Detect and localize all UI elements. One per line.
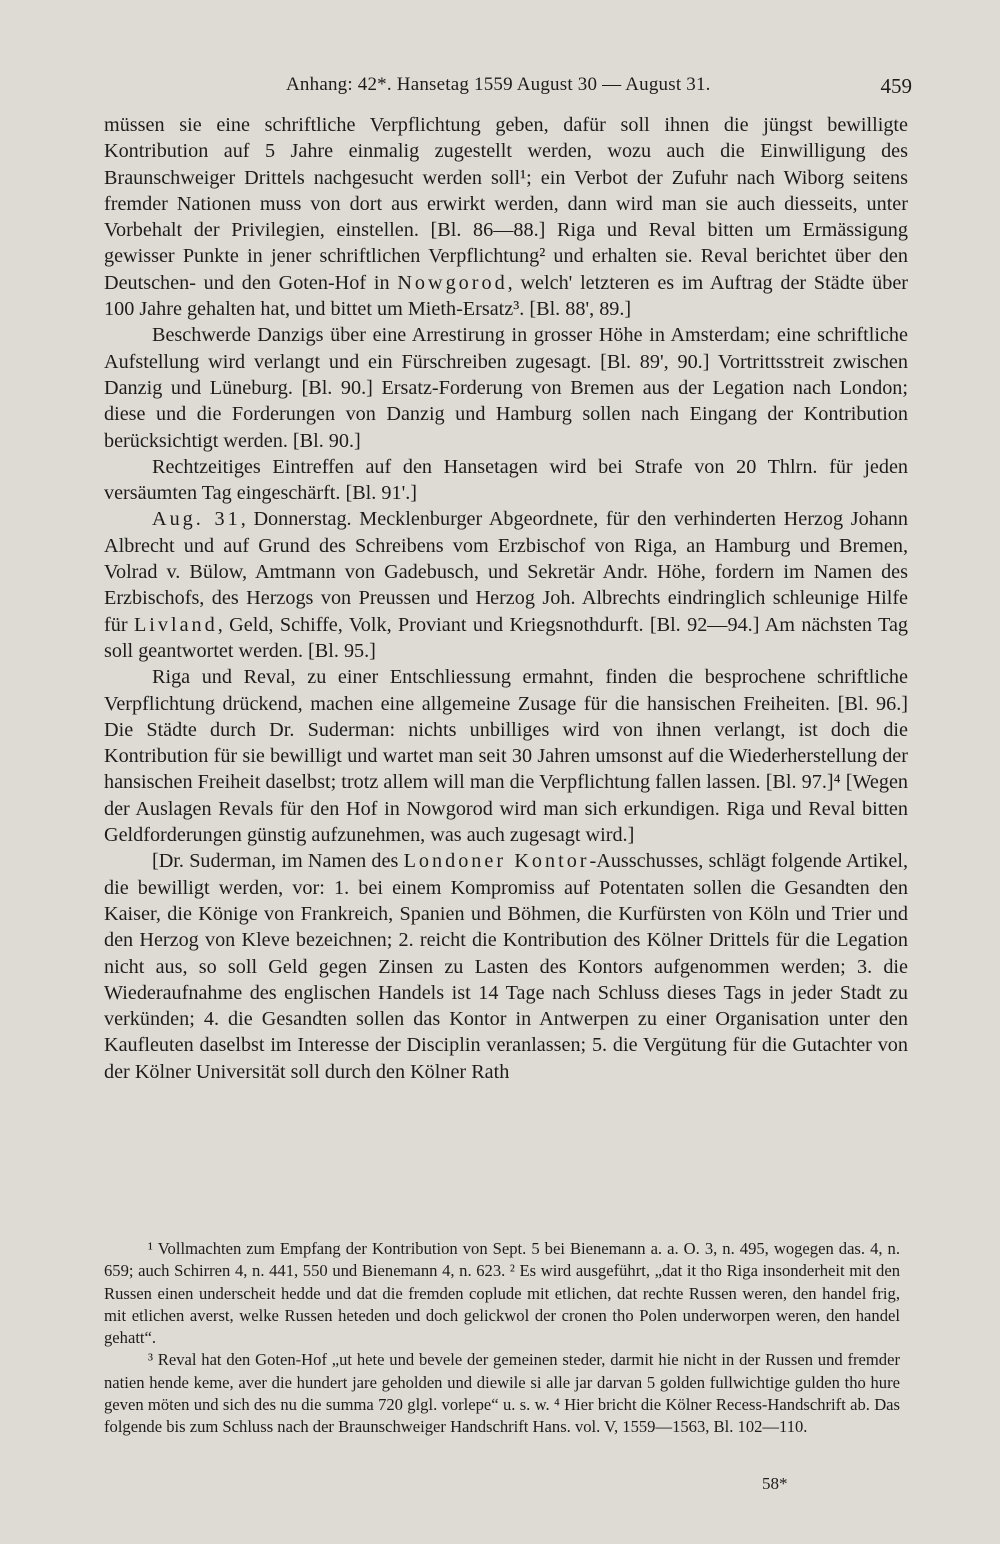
spaced-name: Londoner Kontor <box>403 850 590 873</box>
spaced-date: Aug. 31 <box>152 508 241 531</box>
text-run: müssen sie eine schriftliche Verpflichtung geben, dafür soll ihnen die jüngst bewilligte Kontribution auf 5 Jahre einmalig zugestellt werden, wozu auch die Einwilligung des Braunschweiger Drittels nachgesucht werden soll¹; ein Verbot der Zufuhr nach Wiborg seitens fremder Nationen muss von dort aus erwirkt werden, dann wird man sie auch diesseits, unter Vorbehalt der Privilegien, einstellen. [Bl. 86—88.] Riga und Reval bitten um Ermässigung gewisser Punkte in jener schriftlichen Verpflichtung² und erhalten sie. Reval berichtet über den Deutschen- und den Goten-Hof in <box>104 114 908 294</box>
running-head: Anhang: 42*. Hansetag 1559 August 30 — August 31. <box>286 74 711 95</box>
main-text <box>104 112 908 1085</box>
text-run: -Ausschusses, schlägt folgende Artikel, die bewilligt werden, vor: 1. bei einem Kompromiss auf Potentaten sollen die Gesandten den Kaiser, die Könige von Frankreich, Spanien und Böhmen, die Kurfürsten von Köln und Trier und den Herzog von Kleve bezeichnen; 2. reicht die Kontribution des Kölner Drittels für die Legation nicht aus, so soll Geld gegen Zinsen zu Lasten des Kontors aufgenommen werden; 3. die Wiederaufnahme des englischen Handels ist 14 Tage nach Schluss dieses Tags in jeder Stadt zu verkünden; 4. die Gesandten sollen das Kontor in Antwerpen zu einer Organisation unter den Kaufleuten daselbst im Interesse der Disciplin veranlassen; 5. die Vergütung für die Gutachter von der Kölner Universität soll durch den Kölner Rath <box>104 850 908 1083</box>
footnote-block: ³ Reval hat den Goten-Hof „ut hete und bevele der gemeinen steder, darmit hie nicht in der Russen und fremder natien hende keme, aver die hundert jare geholden und diewile si alle jar darvan 5 golden fullwichtige gulden tho hure geven möten und sich des nu die summa 720 glgl. vorlepe“ u. s. w. ⁴ Hier bricht die Kölner Recess-Handschrift ab. Das folgende bis zum Schluss nach der Braunschweiger Handschrift Hans. vol. V, 1559—1563, Bl. 102—110. <box>104 1350 900 1437</box>
page-number: 459 <box>880 74 912 98</box>
paragraph: Riga und Reval, zu einer Entschliessung ermahnt, finden die besprochene schriftliche Verpflichtung drückend, machen eine allgemeine Zusage für die hansischen Freiheiten. [Bl. 96.] Die Städte durch Dr. Suderman: nichts unbilliges wird von ihnen verlangt, ist doch die Kontribution für sie bewilligt und wartet man seit 30 Jahren umsonst auf die Wiederherstellung der hansischen Freiheit daselbst; trotz allem will man die Verpflichtung fallen lassen. [Bl. 97.]⁴ [Wegen der Auslagen Revals für den Hof in Nowgorod wird man sich erkundigen. Riga und Reval bitten Geldforderungen günstig aufzunehmen, was auch zugesagt wird.] <box>104 666 908 847</box>
paragraph: Beschwerde Danzigs über eine Arrestirung in grosser Höhe in Amsterdam; eine schriftliche Aufstellung wird verlangt und ein Fürschreiben zugesagt. [Bl. 89', 90.] Vortrittsstreit zwischen Danzig und Lüneburg. [Bl. 90.] Ersatz-Forderung von Bremen aus der Legation nach London; diese und die Forderungen von Danzig und Hamburg sollen nach Eingang der Kontribution berücksichtigt werden. [Bl. 90.] <box>104 324 908 452</box>
spaced-place-name: Livland <box>133 613 218 636</box>
footnotes <box>104 1238 900 1439</box>
text-run: , Donnerstag. Mecklenburger Abgeordnete, für den verhinderten Herzog Johann Albrecht und auf Grund des Schreibens vom Erzbischof von Riga, an Hamburg und Bremen, Volrad v. Bülow, Amtmann von Gadebusch, und Sekretär Andr. Höhe, fordern im Namen des Erzbischofs, des Herzogs von Preussen und Herzog Joh. Albrechts eindringlich schleunige Hilfe für <box>104 508 908 636</box>
text-run: , Geld, Schiffe, Volk, Proviant und Kriegsnothdurft. [Bl. 92—94.] Am nächsten Tag soll geantwortet werden. [Bl. 95.] <box>104 613 908 662</box>
paragraph <box>104 112 908 322</box>
page-header <box>104 70 912 102</box>
text-run: [Dr. Suderman, im Namen des <box>152 850 404 873</box>
spaced-place-name: Nowgorod <box>397 271 508 294</box>
text-run: , welch' letzteren es im Auftrag der Städte über 100 Jahre gehalten hat, und bittet um Mieth-Ersatz³. [Bl. 88', 89.] <box>104 271 908 321</box>
paragraph <box>104 506 908 664</box>
paragraph <box>104 848 908 1085</box>
paragraph: Rechtzeitiges Eintreffen auf den Hansetagen wird bei Strafe von 20 Thlrn. für jeden versäumten Tag eingeschärft. [Bl. 91'.] <box>104 455 908 505</box>
footnote-block: ¹ Vollmachten zum Empfang der Kontribution von Sept. 5 bei Bienemann a. a. O. 3, n. 495, wogegen das. 4, n. 659; auch Schirren 4, n. 441, 550 und Bienemann 4, n. 623. ² Es wird ausgeführt, „dat it tho Riga insonderheit mit den Russen einen underscheit hedde und dat die fremden coplude mit etlichen, dat rechte Russen weren, den handel frig, mit etlichen averst, welke Russen heteden und doch gelickwol der cronen tho Polen underworpen weren, den handel gehatt“. <box>104 1239 900 1348</box>
signature-mark: 58* <box>762 1474 788 1493</box>
